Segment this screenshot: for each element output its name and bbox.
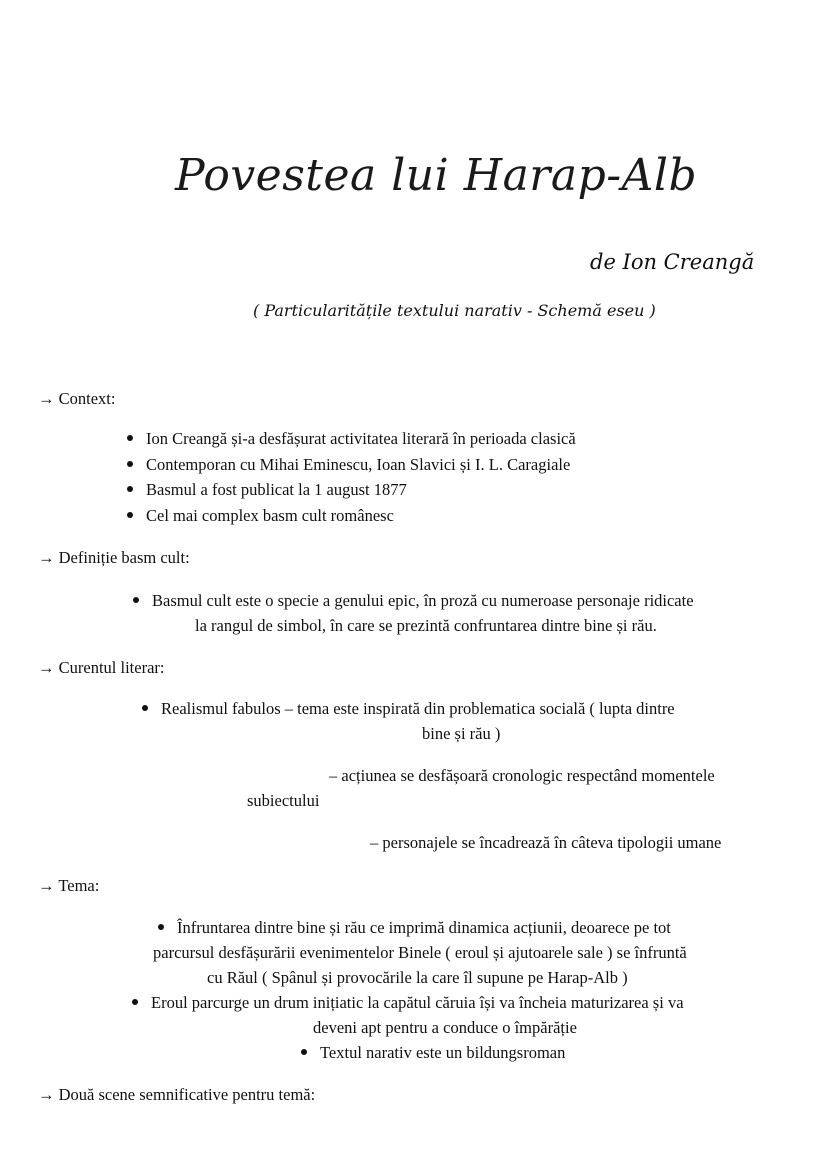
- list-item: Basmul a fost publicat la 1 august 1877: [127, 477, 407, 502]
- list-item-continuation: la rangul de simbol, în care se prezintă confruntarea dintre bine și rău.: [195, 616, 657, 635]
- section-heading-scene: → Două scene semnificative pentru temă:: [38, 1085, 316, 1104]
- document-title: Povestea lui Harap-Alb: [175, 150, 698, 201]
- list-item-continuation: parcursul desfășurării evenimentelor Binele ( eroul și ajutoarele sale ) se înfruntă: [153, 943, 687, 962]
- list-item-continuation: subiectului: [247, 791, 320, 810]
- list-item: Ion Creangă și-a desfășurat activitatea literară în perioada clasică: [127, 426, 576, 451]
- section-heading-definitie: → Definiție basm cult:: [38, 548, 190, 567]
- list-item: Cel mai complex basm cult românesc: [127, 503, 394, 528]
- list-item-continuation: deveni apt pentru a conduce o împărăție: [313, 1018, 577, 1037]
- list-item: Textul narativ este un bildungsroman: [301, 1040, 565, 1065]
- author-line: de Ion Creangă: [590, 250, 755, 274]
- list-item-continuation: – acțiunea se desfășoară cronologic respectând momentele: [329, 766, 715, 785]
- section-heading-tema: → Tema:: [38, 876, 100, 895]
- list-item: Realismul fabulos – tema este inspirată din problematica socială ( lupta dintre: [142, 696, 675, 721]
- section-heading-context: → Context:: [38, 389, 116, 408]
- section-heading-curent: → Curentul literar:: [38, 658, 165, 677]
- list-item-continuation: cu Răul ( Spânul și provocările la care îl supune pe Harap-Alb ): [207, 968, 628, 987]
- list-item-continuation: – personajele se încadrează în câteva tipologii umane: [370, 833, 722, 852]
- list-item: Basmul cult este o specie a genului epic, în proză cu numeroase personaje ridicate: [133, 588, 694, 613]
- subtitle: ( Particularitățile textului narativ - Schemă eseu ): [253, 301, 656, 320]
- list-item: Înfruntarea dintre bine și rău ce imprimă dinamica acțiunii, deoarece pe tot: [158, 915, 671, 940]
- list-item-continuation: bine și rău ): [422, 724, 501, 743]
- list-item: Eroul parcurge un drum inițiatic la capătul căruia își va încheia maturizarea și va: [132, 990, 684, 1015]
- list-item: Contemporan cu Mihai Eminescu, Ioan Slavici și I. L. Caragiale: [127, 452, 570, 477]
